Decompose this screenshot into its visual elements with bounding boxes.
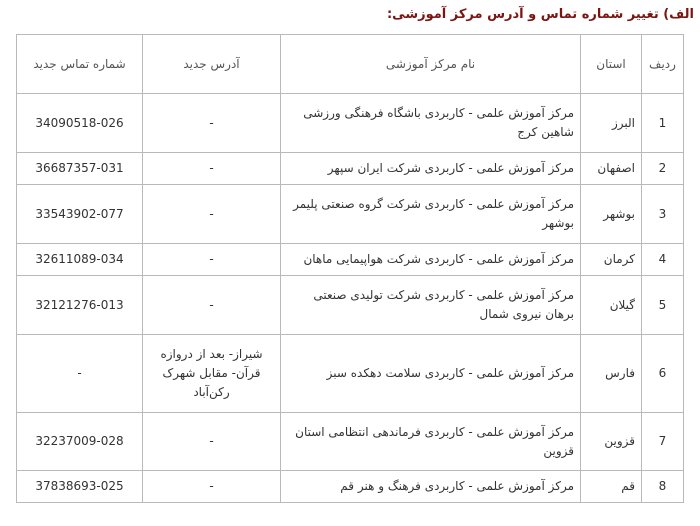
cell-address: - <box>143 94 281 153</box>
cell-center-name: مرکز آموزش علمی - کاربردی باشگاه فرهنگی ورزشی شاهین کرج <box>281 94 581 153</box>
col-header-province: استان <box>581 35 642 94</box>
table-row <box>17 153 684 185</box>
col-header-address: آدرس جدید <box>143 35 281 94</box>
cell-center-name: مرکز آموزش علمی - کاربردی سلامت دهکده سبز <box>281 335 581 413</box>
cell-row-number: 2 <box>642 153 684 185</box>
cell-province: گیلان <box>581 276 642 335</box>
col-header-phone: شماره تماس جدید <box>17 35 143 94</box>
centers-table <box>16 34 684 503</box>
cell-province: اصفهان <box>581 153 642 185</box>
table-row <box>17 244 684 276</box>
table-row <box>17 276 684 335</box>
cell-phone: 37838693-025 <box>17 471 143 503</box>
cell-center-name: مرکز آموزش علمی - کاربردی فرهنگ و هنر قم <box>281 471 581 503</box>
section-heading: الف) تغییر شماره تماس و آدرس مرکز آموزشی: <box>386 7 694 22</box>
table-header-row <box>17 35 684 94</box>
cell-row-number: 4 <box>642 244 684 276</box>
table-row <box>17 413 684 471</box>
cell-row-number: 3 <box>642 185 684 244</box>
cell-province: قزوین <box>581 413 642 471</box>
cell-phone: 32611089-034 <box>17 244 143 276</box>
col-header-center: نام مرکز آموزشی <box>281 35 581 94</box>
cell-center-name: مرکز آموزش علمی - کاربردی شرکت گروه صنعتی پلیمر بوشهر <box>281 185 581 244</box>
cell-address: - <box>143 276 281 335</box>
cell-address: - <box>143 471 281 503</box>
table-row <box>17 471 684 503</box>
cell-center-name: مرکز آموزش علمی - کاربردی شرکت تولیدی صنعتی برهان نیروی شمال <box>281 276 581 335</box>
cell-province: بوشهر <box>581 185 642 244</box>
cell-province: کرمان <box>581 244 642 276</box>
cell-phone: 32237009-028 <box>17 413 143 471</box>
table-row <box>17 185 684 244</box>
cell-address: - <box>143 153 281 185</box>
cell-row-number: 6 <box>642 335 684 413</box>
cell-center-name: مرکز آموزش علمی - کاربردی شرکت ایران سپهر <box>281 153 581 185</box>
cell-address: - <box>143 413 281 471</box>
cell-address: - <box>143 244 281 276</box>
cell-phone: - <box>17 335 143 413</box>
cell-row-number: 8 <box>642 471 684 503</box>
col-header-row: ردیف <box>642 35 684 94</box>
cell-address: - <box>143 185 281 244</box>
table-row <box>17 94 684 153</box>
cell-center-name: مرکز آموزش علمی - کاربردی فرماندهی انتظامی استان قزوین <box>281 413 581 471</box>
cell-center-name: مرکز آموزش علمی - کاربردی شرکت هواپیمایی ماهان <box>281 244 581 276</box>
cell-province: فارس <box>581 335 642 413</box>
table-row <box>17 335 684 413</box>
cell-row-number: 5 <box>642 276 684 335</box>
cell-phone: 36687357-031 <box>17 153 143 185</box>
cell-phone: 33543902-077 <box>17 185 143 244</box>
cell-phone: 32121276-013 <box>17 276 143 335</box>
cell-province: قم <box>581 471 642 503</box>
cell-row-number: 7 <box>642 413 684 471</box>
cell-phone: 34090518-026 <box>17 94 143 153</box>
cell-province: البرز <box>581 94 642 153</box>
cell-address: شیراز- بعد از دروازه قرآن- مقابل شهرک رکن‌آباد <box>143 335 281 413</box>
cell-row-number: 1 <box>642 94 684 153</box>
